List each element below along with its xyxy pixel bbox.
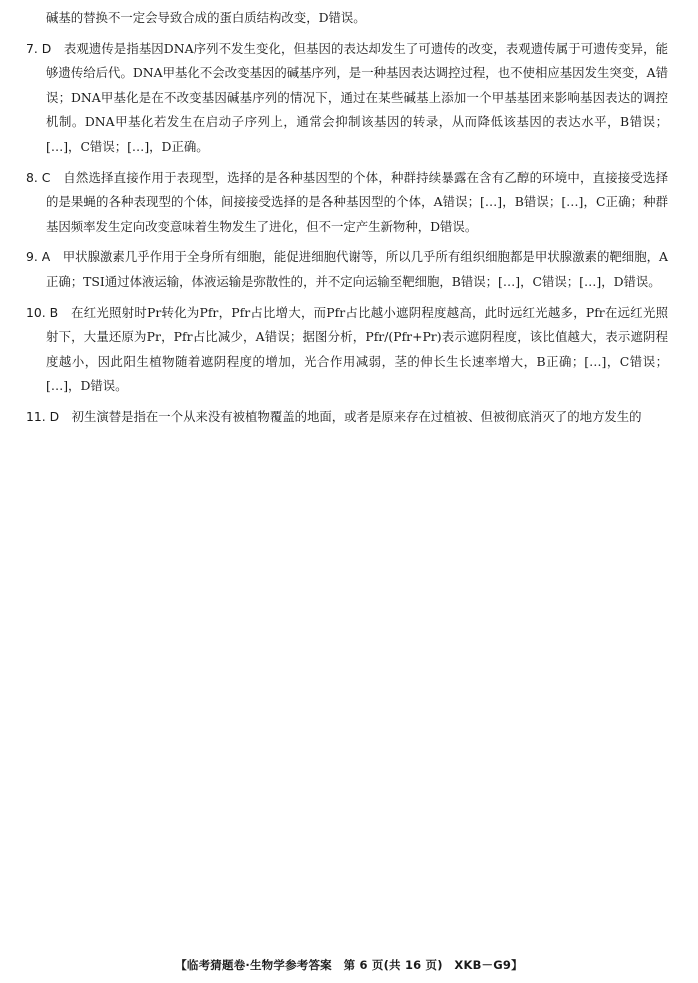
answer-number: 8. C <box>26 169 51 185</box>
answer-entry-8 <box>26 166 669 240</box>
answer-text: 表观遗传是指基因DNA序列不发生变化，但基因的表达却发生了可遗传的改变，表观遗传属于可遗传变异，能够遗传给后代。DNA甲基化不会改变基因的碱基序列，是一种基因表达调控过程，也不使相应基因发生突变，A错误；DNA甲基化是在不改变基因碱基序列的情况下，通过在某些碱基上添加一个甲基基团来影响基因表达的调控机制。DNA甲基化若发生在启动子序列上，通常会抑制该基因的转录，从而降低该基因的表达水平，B错误；[…]，C错误；[…]，D正确。 <box>46 40 669 154</box>
answer-text: 碱基的替换不一定会导致合成的蛋白质结构改变，D错误。 <box>46 10 366 25</box>
answer-number: 7. D <box>26 40 52 56</box>
answer-entry-11 <box>26 405 668 430</box>
answer-entry-9 <box>26 245 669 294</box>
answer-entry-7 <box>26 37 669 160</box>
answer-number: 10. B <box>26 304 59 320</box>
answer-entry-6-continuation <box>46 6 668 31</box>
answer-number: 9. A <box>26 249 51 265</box>
answer-text: 自然选择直接作用于表现型，选择的是各种基因型的个体，种群持续暴露在含有乙醇的环境中，直接接受选择的是果蝇的各种表现型的个体，间接接受选择的是各种基因型的个体，A错误；[…]，B错误；[…]，C正确；种群基因频率发生定向改变意味着生物发生了进化，但不一定产生新物种，D错误。 <box>46 169 669 234</box>
page-footer: 【临考猜题卷·生物学参考答案 第 6 页(共 16 页) XKB－G9】 <box>175 958 523 972</box>
answer-text: 甲状腺激素几乎作用于全身所有细胞，能促进细胞代谢等，所以几乎所有组织细胞都是甲状腺激素的靶细胞，A正确；TSI通过体液运输，体液运输是弥散性的，并不定向运输至靶细胞，B错误；[…]，C错误；[…]，D错误。 <box>46 249 669 289</box>
answer-text: 初生演替是指在一个从来没有被植物覆盖的地面，或者是原来存在过植被、但被彻底消灭了的地方发生的 <box>71 408 642 424</box>
answer-number: 11. D <box>26 408 60 424</box>
answer-text: 在红光照射时Pr转化为Pfr，Pfr占比增大，而Pfr占比越小遮阴程度越高，此时远红光越多，Pfr在远红光照射下，大量还原为Pr，Pfr占比减少，A错误；据图分析，Pfr/(Pfr+Pr)表示遮阴程度，该比值越大，表示遮阴程度越小，因此阳生植物随着遮阴程度的增加，光合作用减弱，茎的伸长生长速率增大，B正确；[…]，C错误；[…]，D错误。 <box>46 304 668 394</box>
answer-entry-10 <box>26 301 668 399</box>
